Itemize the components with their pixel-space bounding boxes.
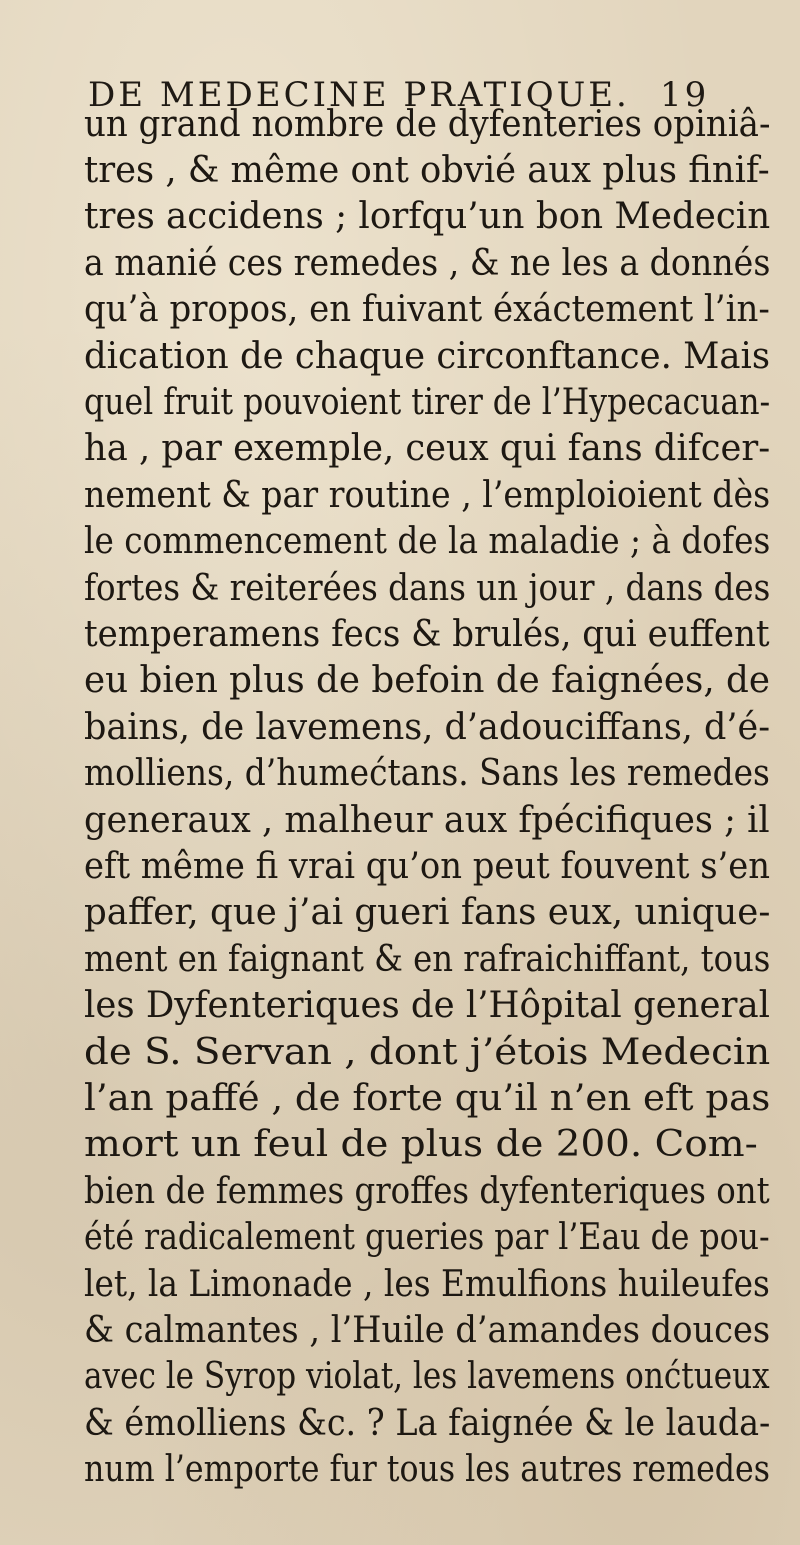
text-line: & émolliens &c. ? La faignée & le lauda- — [84, 1403, 771, 1444]
text-line: eu bien plus de befoin de faignées, de — [84, 660, 771, 701]
text-line: paffer, que j’ai gueri fans eux, unique- — [84, 892, 771, 933]
text-line: generaux , malheur aux fpécifiques ; il — [84, 800, 770, 841]
text-line: let, la Limonade , les Emulfions huileufes — [84, 1264, 770, 1305]
text-line: l’an paffé , de forte qu’il n’en eft pas — [84, 1078, 771, 1119]
text-line: nement & par routine , l’emploioient dès — [84, 475, 771, 516]
text-line: a manié ces remedes , & ne les a donnés — [84, 243, 771, 284]
text-line: tres accidens ; lorfqu’un bon Medecin — [84, 196, 771, 237]
text-line: temperamens fecs & brulés, qui euffent — [84, 614, 770, 655]
text-line: le commencement de la maladie ; à dofes — [84, 521, 771, 562]
text-line: qu’à propos, en fuivant éxáctement l’in- — [84, 289, 770, 330]
text-line: mort un feul de plus de 200. Com- — [84, 1124, 758, 1165]
text-line: bien de femmes groffes dyfenteriques ont — [84, 1171, 770, 1212]
text-line: un grand nombre de dyfenteries opiniâ- — [84, 104, 771, 145]
running-title: DE MEDECINE PRATIQUE. — [88, 75, 630, 115]
text-line: & calmantes , l’Huile d’amandes douces — [84, 1310, 771, 1351]
text-line: tres , & même ont obvié aux plus finif- — [84, 150, 770, 191]
text-line: dication de chaque circonftance. Mais — [84, 336, 771, 377]
text-line: quel fruit pouvoient tirer de l’Hypecacuan- — [84, 382, 771, 423]
page-number: 19 — [660, 75, 710, 115]
text-line: eft même fi vrai qu’on peut fouvent s’en — [84, 846, 771, 887]
text-line: avec le Syrop violat, les lavemens onćtueux — [84, 1356, 770, 1397]
text-line: num l’emporte fur tous les autres remedes — [84, 1449, 770, 1490]
text-line: été radicalement gueries par l’Eau de pou- — [84, 1217, 770, 1258]
text-line: fortes & reiterées dans un jour , dans des — [84, 568, 771, 609]
text-line: de S. Servan , dont j’étois Medecin — [84, 1032, 771, 1073]
text-line: les Dyfenteriques de l’Hôpital general — [84, 985, 770, 1026]
text-line: ment en faignant & en rafraichiffant, tous — [84, 939, 771, 980]
text-line: bains, de lavemens, d’adouciffans, d’é- — [84, 707, 771, 748]
text-line: molliens, d’humećtans. Sans les remedes — [84, 753, 770, 794]
text-line: ha , par exemple, ceux qui fans difcer- — [84, 428, 771, 469]
